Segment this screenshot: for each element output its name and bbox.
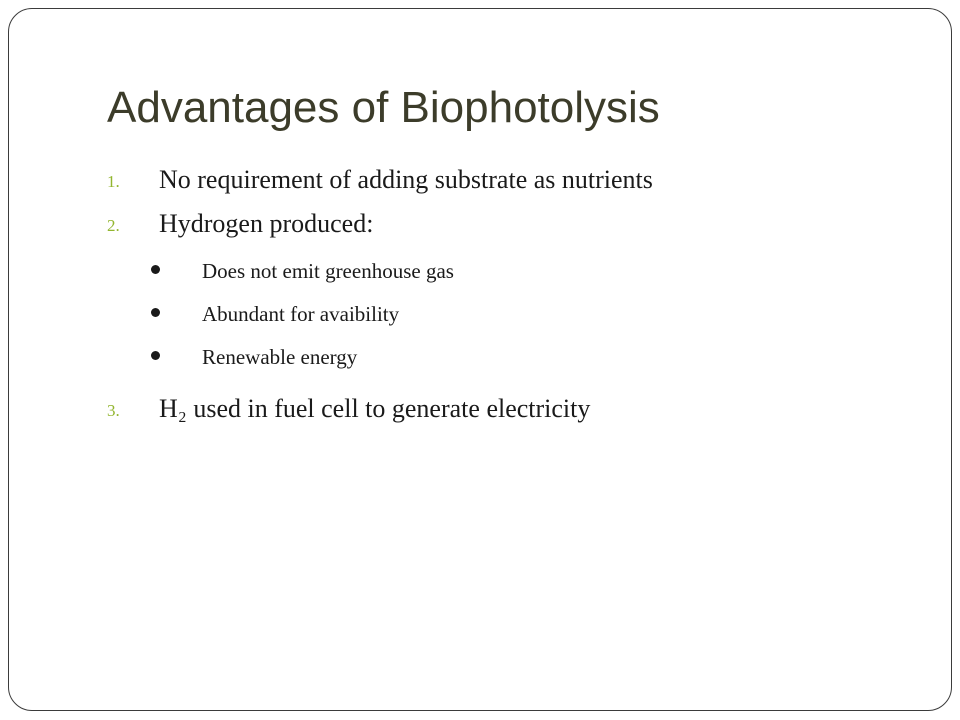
list-number: 2.: [107, 216, 120, 235]
sub-item-1: [107, 256, 907, 299]
bullet-icon: [151, 265, 160, 274]
list-item-text: Hydrogen produced:: [159, 209, 374, 238]
list-item-2: [107, 206, 907, 250]
list-item-1: [107, 162, 907, 206]
slide-title: Advantages of Biophotolysis: [107, 83, 660, 132]
slide-content: [107, 162, 907, 435]
list-number: 3.: [107, 401, 120, 420]
list-item-text: H₂ used in fuel cell to generate electricity: [159, 394, 591, 423]
sub-item-text: Abundant for avaibility: [202, 302, 400, 326]
sub-item-2: [107, 299, 907, 342]
sub-item-3: [107, 342, 907, 385]
sub-item-text: Renewable energy: [202, 345, 358, 369]
sub-item-text: Does not emit greenhouse gas: [202, 259, 454, 283]
bullet-icon: [151, 308, 160, 317]
bullet-icon: [151, 351, 160, 360]
list-number: 1.: [107, 172, 120, 191]
list-item-3: [107, 391, 907, 435]
list-item-text: No requirement of adding substrate as nutrients: [159, 165, 653, 194]
